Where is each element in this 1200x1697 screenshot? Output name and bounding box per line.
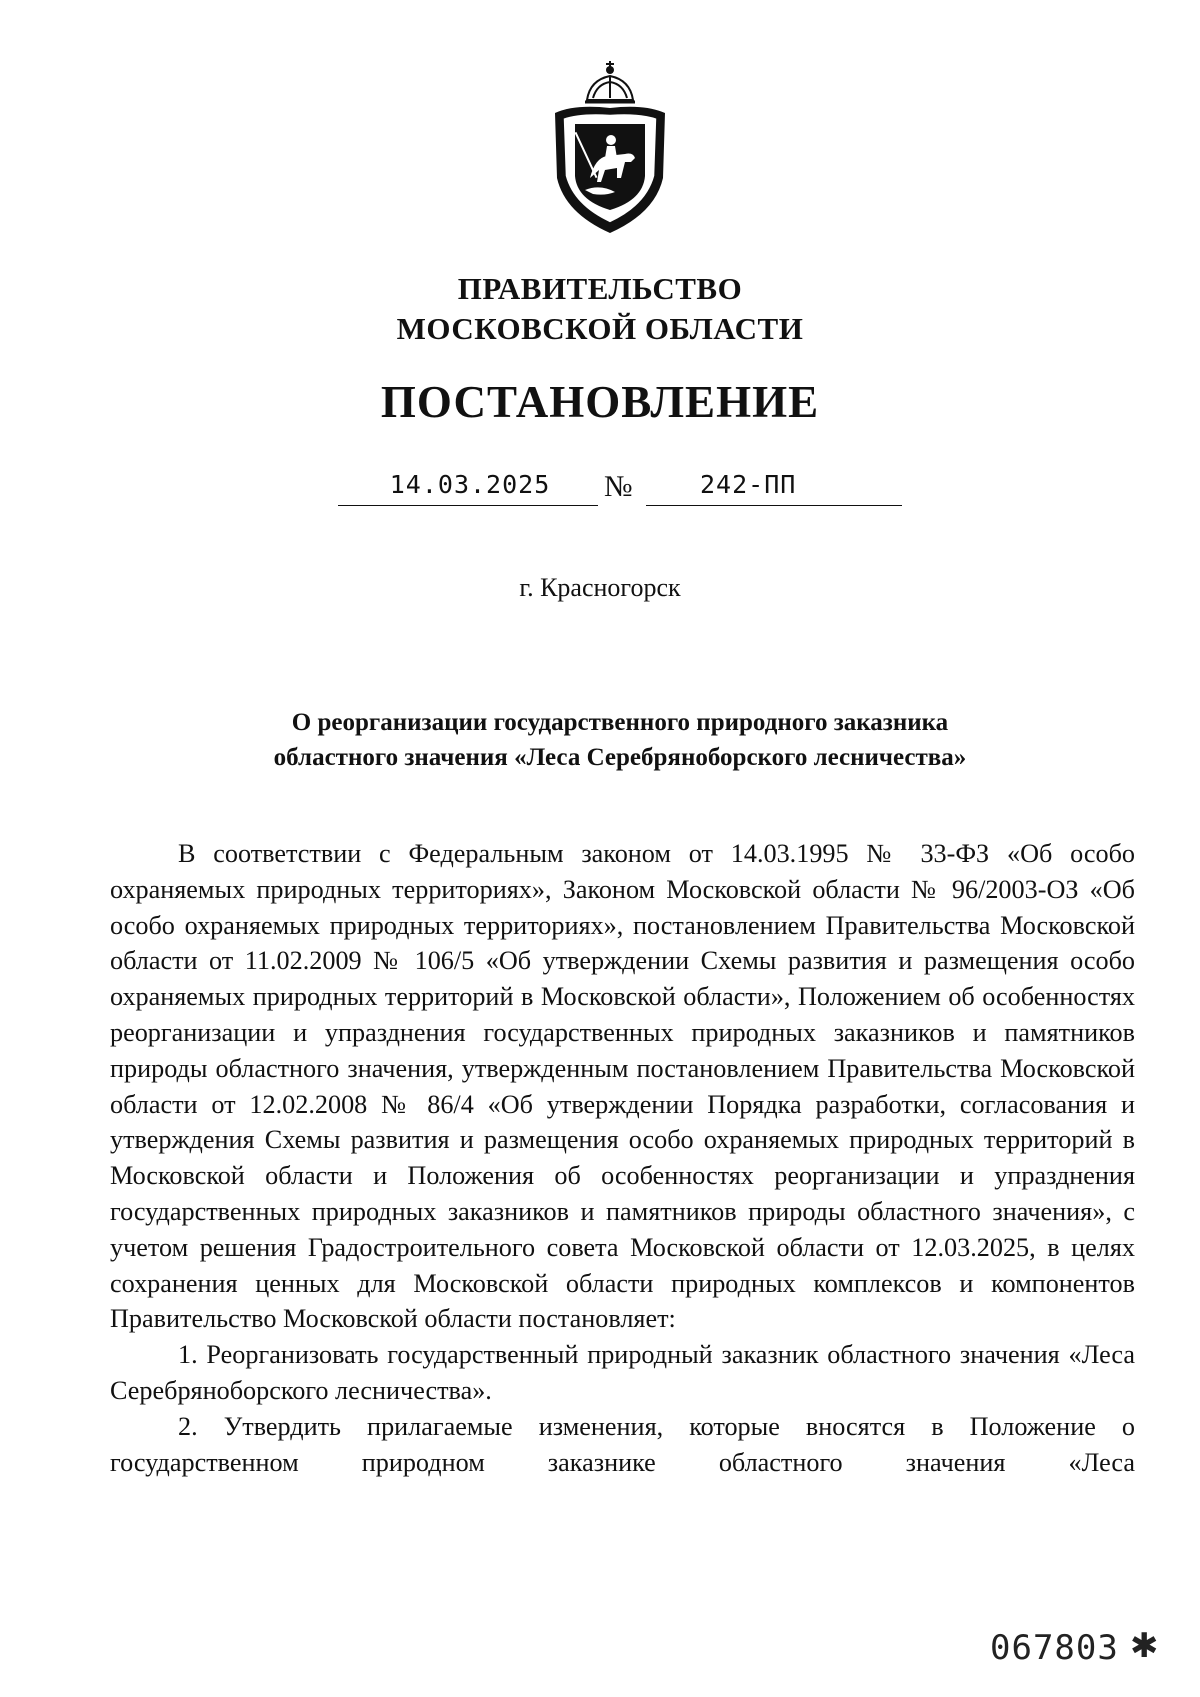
document-number: 242-ПП: [700, 470, 797, 499]
serial-mark-icon: ✱: [1130, 1626, 1159, 1666]
government-name-line1: ПРАВИТЕЛЬСТВО: [457, 271, 743, 306]
document-subject: [110, 705, 1130, 775]
subject-line-2: областного значения «Леса Серебряноборского лесничества»: [273, 744, 967, 771]
date-underline: [338, 505, 598, 506]
document-date: 14.03.2025: [389, 470, 551, 499]
government-name-line2: МОСКОВСКОЙ ОБЛАСТИ: [396, 311, 804, 346]
moscow-oblast-coat-of-arms-icon: [545, 58, 675, 238]
document-body: [110, 836, 1135, 1480]
number-sign: №: [604, 470, 633, 503]
number-underline: [646, 505, 902, 506]
clause-1: 1. Реорганизовать государственный природный заказник областного значения «Леса Серебряноборского лесничества».: [110, 1340, 1135, 1405]
registration-line: [0, 470, 1200, 510]
city-of-issue: г. Красногорск: [519, 573, 681, 602]
document-type-title: ПОСТАНОВЛЕНИЕ: [380, 377, 820, 427]
subject-line-1: О реорганизации государственного природного заказника: [291, 709, 949, 736]
serial-number: 067803: [990, 1628, 1119, 1668]
clause-2: 2. Утвердить прилагаемые изменения, которые вносятся в Положение о государственном природном заказнике областного значения «Леса: [110, 1411, 1135, 1477]
preamble-paragraph: В соответствии с Федеральным законом от 14.03.1995 № 33-ФЗ «Об особо охраняемых природных территориях», Законом Московской области № 96/2003-ОЗ «Об особо охраняемых природных территориях», постановлением Правительства Московской области от 11.02.2009 № 106/5 «Об утверждении Схемы развития и размещения особо охраняемых природных территорий в Московской области», Положением об особенностях реорганизации и упразднения государственных природных заказников и памятников природы областного значения, утвержденным постановлением Правительства Московской области от 12.02.2008 № 86/4 «Об утверждении Порядка разработки, согласования и утверждения Схемы развития и размещения особо охраняемых природных территорий в Московской области и Положения об особенностях реорганизации и упразднения государственных природных заказников и памятников природы областного значения», с учетом решения Градостроительного совета Московской области от 12.03.2025, в целях сохранения ценных для Московской области природных комплексов и компонентов Правительство Московской области постановляет:: [110, 839, 1135, 1334]
